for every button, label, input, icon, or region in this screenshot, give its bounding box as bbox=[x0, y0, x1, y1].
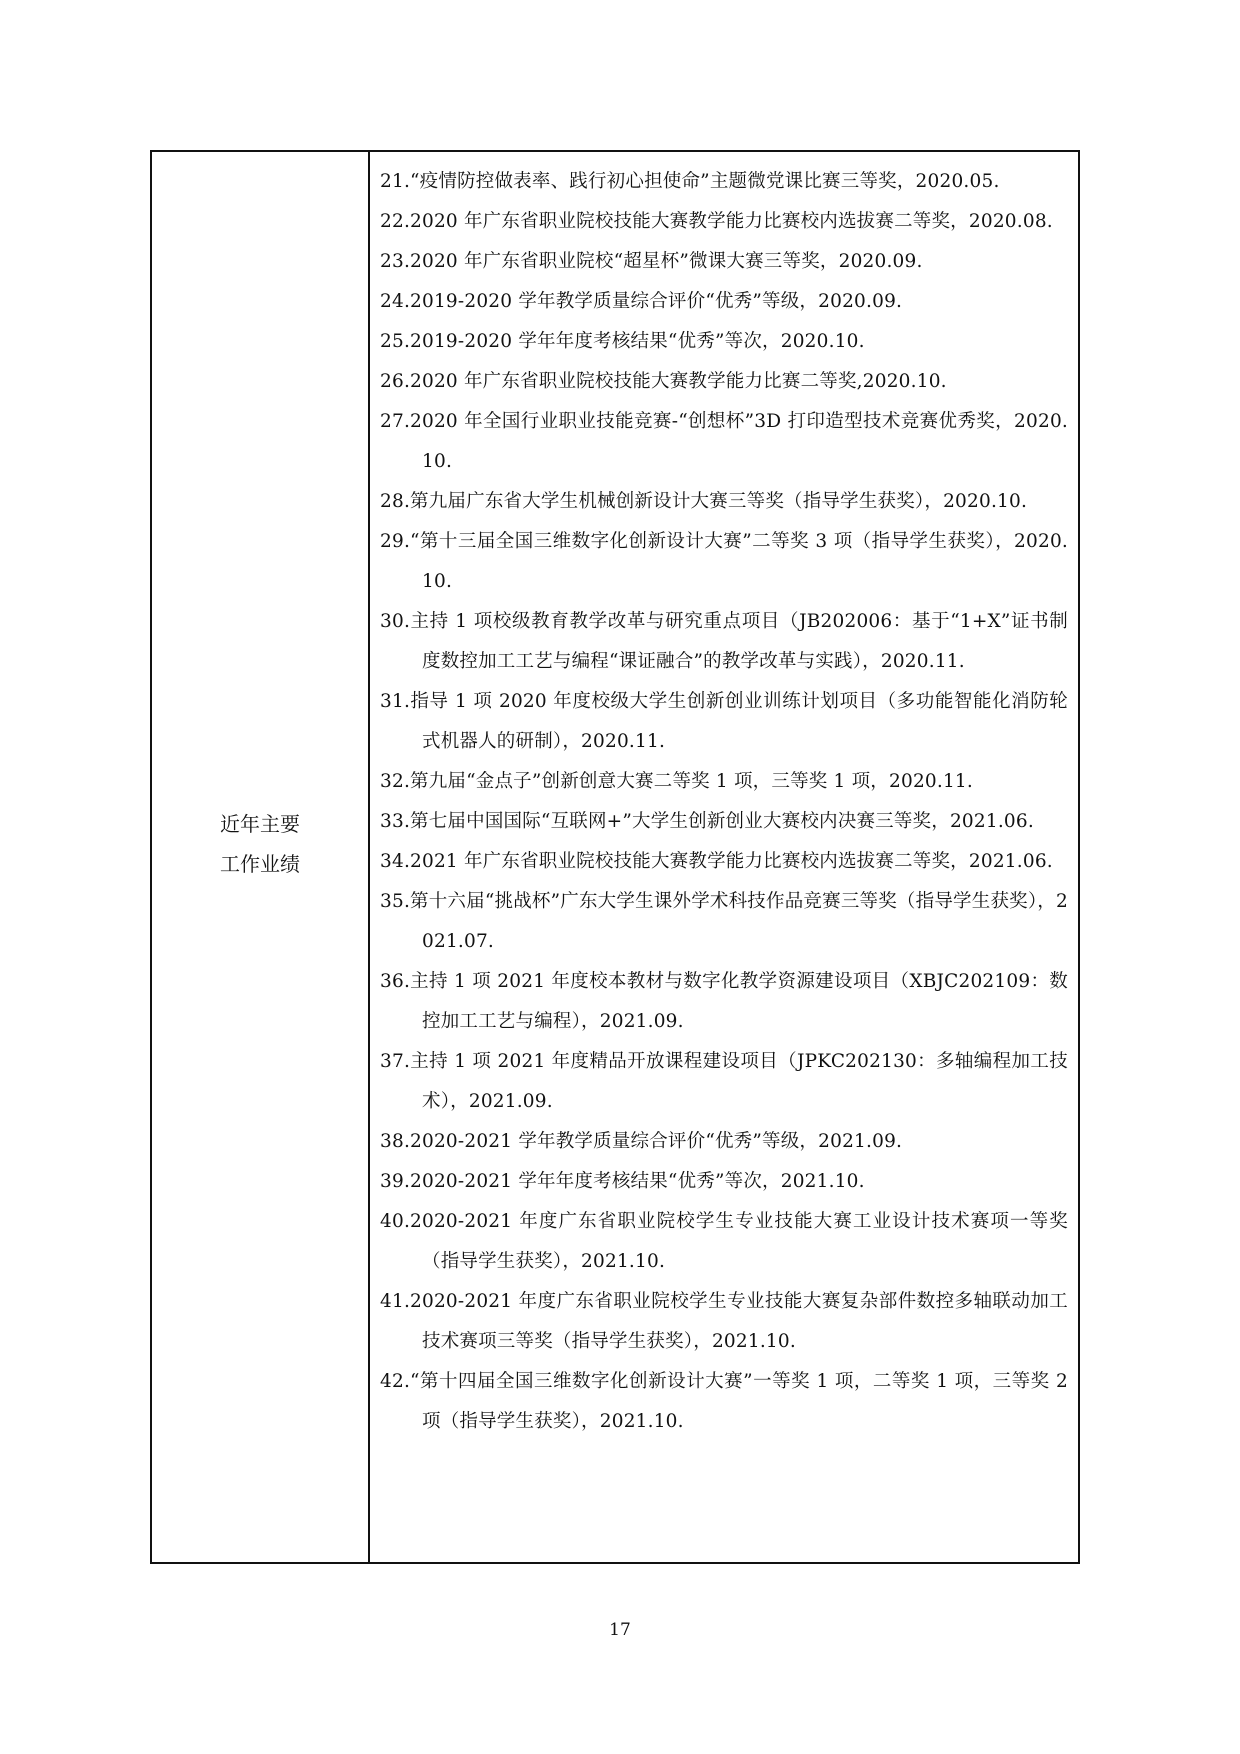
achievement-item: 36.主持 1 项 2021 年度校本教材与数字化教学资源建设项目（XBJC202109：数控加工工艺与编程），2021.09. bbox=[380, 971, 1068, 1032]
achievement-item: 30.主持 1 项校级教育教学改革与研究重点项目（JB202006：基于“1+X”证书制度数控加工工艺与编程“课证融合”的教学改革与实践），2020.11. bbox=[380, 611, 1068, 672]
row-label-line-2: 工作业绩 bbox=[220, 852, 300, 876]
achievement-item: 37.主持 1 项 2021 年度精品开放课程建设项目（JPKC202130：多轴编程加工技术），2021.09. bbox=[380, 1051, 1068, 1112]
achievement-item: 25.2019-2020 学年年度考核结果“优秀”等次，2020.10. bbox=[380, 331, 865, 352]
achievement-item: 29.“第十三届全国三维数字化创新设计大赛”二等奖 3 项（指导学生获奖），2020.10. bbox=[380, 531, 1068, 592]
achievements-table bbox=[150, 150, 1080, 1564]
row-label-cell bbox=[152, 152, 370, 1562]
achievement-item: 23.2020 年广东省职业院校“超星杯”微课大赛三等奖，2020.09. bbox=[380, 251, 923, 272]
achievement-item: 21.“疫情防控做表率、践行初心担使命”主题微党课比赛三等奖，2020.05. bbox=[380, 171, 1000, 192]
row-label bbox=[152, 804, 368, 884]
achievement-item: 41.2020-2021 年度广东省职业院校学生专业技能大赛复杂部件数控多轴联动加工技术赛项三等奖（指导学生获奖），2021.10. bbox=[380, 1291, 1068, 1352]
achievement-item: 38.2020-2021 学年教学质量综合评价“优秀”等级，2021.09. bbox=[380, 1131, 903, 1152]
achievement-item: 27.2020 年全国行业职业技能竞赛-“创想杯”3D 打印造型技术竞赛优秀奖，2020.10. bbox=[380, 411, 1068, 472]
achievements-list bbox=[370, 152, 1078, 1562]
achievement-item: 31.指导 1 项 2020 年度校级大学生创新创业训练计划项目（多功能智能化消防轮式机器人的研制），2020.11. bbox=[380, 691, 1068, 752]
achievement-item: 42.“第十四届全国三维数字化创新设计大赛”一等奖 1 项，二等奖 1 项，三等奖 2 项（指导学生获奖），2021.10. bbox=[380, 1371, 1068, 1432]
achievement-item: 40.2020-2021 年度广东省职业院校学生专业技能大赛工业设计技术赛项一等奖（指导学生获奖），2021.10. bbox=[380, 1211, 1068, 1272]
achievement-item: 28.第九届广东省大学生机械创新设计大赛三等奖（指导学生获奖），2020.10. bbox=[380, 491, 1028, 512]
achievement-item: 32.第九届“金点子”创新创意大赛二等奖 1 项，三等奖 1 项，2020.11. bbox=[380, 771, 973, 792]
achievement-item: 35.第十六届“挑战杯”广东大学生课外学术科技作品竞赛三等奖（指导学生获奖），2021.07. bbox=[380, 891, 1068, 952]
page-number: 17 bbox=[609, 1620, 631, 1640]
achievement-item: 34.2021 年广东省职业院校技能大赛教学能力比赛校内选拔赛二等奖，2021.06. bbox=[380, 851, 1053, 872]
achievement-item: 39.2020-2021 学年年度考核结果“优秀”等次，2021.10. bbox=[380, 1171, 865, 1192]
achievement-item: 22.2020 年广东省职业院校技能大赛教学能力比赛校内选拔赛二等奖，2020.08. bbox=[380, 211, 1053, 232]
achievement-item: 33.第七届中国国际“互联网+”大学生创新创业大赛校内决赛三等奖，2021.06. bbox=[380, 811, 1034, 832]
row-label-line-1: 近年主要 bbox=[220, 812, 300, 836]
achievement-item: 24.2019-2020 学年教学质量综合评价“优秀”等级，2020.09. bbox=[380, 291, 903, 312]
achievement-item: 26.2020 年广东省职业院校技能大赛教学能力比赛二等奖,2020.10. bbox=[380, 371, 947, 392]
